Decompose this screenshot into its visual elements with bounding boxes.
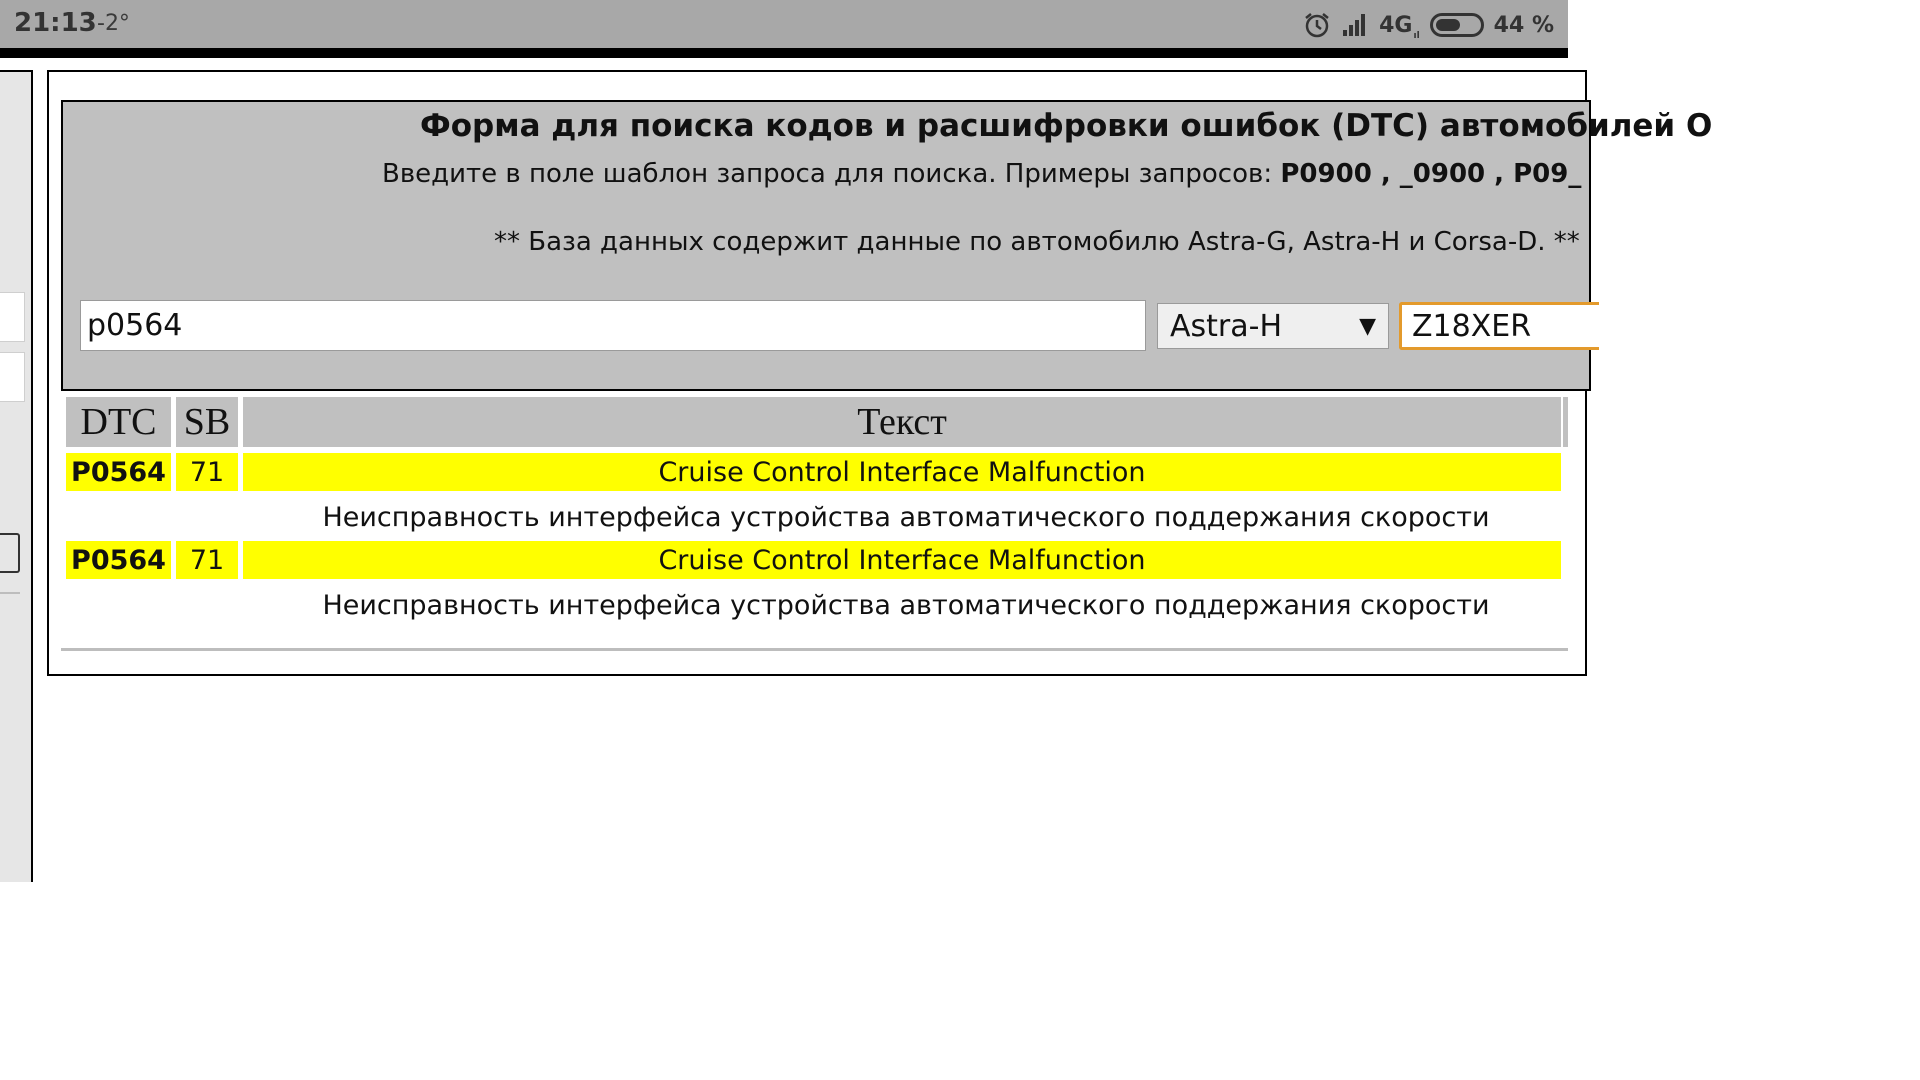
table-row-text-ru: Неисправность интерфейса устройства автоматического поддержания скорости [322,589,1490,621]
table-row-text-en: Cruise Control Interface Malfunction [243,541,1561,579]
table-bottom-rule [61,648,1568,651]
column-header-dtc: DTC [66,397,171,447]
table-row-sb: 71 [176,541,238,579]
engine-field[interactable] [1399,302,1599,350]
status-temperature: -2° [97,11,130,36]
table-row-text-en: Cruise Control Interface Malfunction [243,453,1561,491]
status-bar [0,0,1568,48]
battery-percent: 44 % [1493,12,1554,38]
form-hint: Введите в поле шаблон запроса для поиска. Примеры запросов: P0900 , _0900 , P09_ [382,159,1582,189]
sidebar-divider [0,592,20,594]
signal-icon [1341,13,1369,37]
model-select[interactable] [1157,303,1389,349]
sidebar-button[interactable] [0,533,20,573]
form-note: ** База данных содержит данные по автомобилю Astra-G, Astra-H и Corsa-D. ** [494,227,1580,257]
table-row-dtc: P0564 [66,453,171,491]
status-time: 21:13 [14,8,97,38]
left-sidebar[interactable] [0,70,33,882]
network-type: $4G_{ıl}$ [1379,12,1420,41]
column-header-text: Текст [243,397,1561,447]
table-row-text-ru: Неисправность интерфейса устройства автоматического поддержания скорости [322,501,1490,533]
table-row-dtc: P0564 [66,541,171,579]
status-bar-divider [0,48,1568,58]
engine-field-value: Z18XER [1412,308,1532,344]
sidebar-field-b[interactable] [0,352,25,402]
alarm-icon [1303,11,1331,39]
search-input[interactable] [80,300,1146,351]
form-title: Форма для поиска кодов и расшифровки ошибок (DTC) автомобилей О [420,108,1713,144]
column-header-sb: SB [176,397,238,447]
sidebar-field-a[interactable] [0,292,25,342]
form-hint-examples: P0900 , _0900 , P09_ [1280,159,1582,189]
table-row-sb: 71 [176,453,238,491]
model-select-value: Astra-H [1170,308,1283,344]
dropdown-arrow-icon: ▼ [1359,313,1376,339]
status-indicators [1303,8,1554,42]
battery-icon [1430,13,1484,37]
column-header-edge [1563,397,1568,447]
